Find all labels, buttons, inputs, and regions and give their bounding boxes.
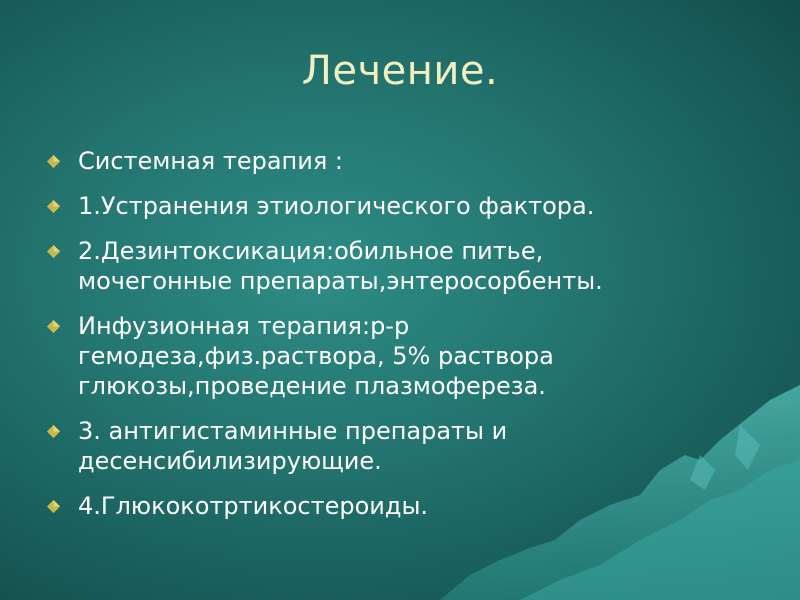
diamond-icon — [46, 499, 61, 514]
bullet-text: 1.Устранения этиологического фактора. — [78, 192, 595, 220]
diamond-icon — [46, 319, 61, 334]
diamond-icon — [46, 154, 61, 169]
list-item — [46, 416, 766, 476]
list-item — [46, 311, 766, 401]
slide-title: Лечение. — [301, 48, 499, 94]
bullet-text: 3. антигистаминные препараты и десенсибилизирующие. — [78, 417, 508, 475]
diamond-icon — [46, 424, 61, 439]
diamond-icon — [46, 244, 61, 259]
list-item — [46, 191, 766, 221]
bullet-list — [46, 146, 766, 536]
list-item — [46, 146, 766, 176]
list-item — [46, 491, 766, 521]
bullet-text: 4.Глюкокотртикостероиды. — [78, 492, 429, 520]
bullet-text: Системная терапия : — [78, 147, 343, 175]
bullet-text: 2.Дезинтоксикация:обильное питье, мочегонные препараты,энтеросорбенты. — [78, 237, 603, 295]
bullet-text: Инфузионная терапия:р-р гемодеза,физ.раствора, 5% раствора глюкозы,проведение плазмофереза. — [78, 312, 554, 400]
diamond-icon — [46, 199, 61, 214]
list-item — [46, 236, 766, 296]
